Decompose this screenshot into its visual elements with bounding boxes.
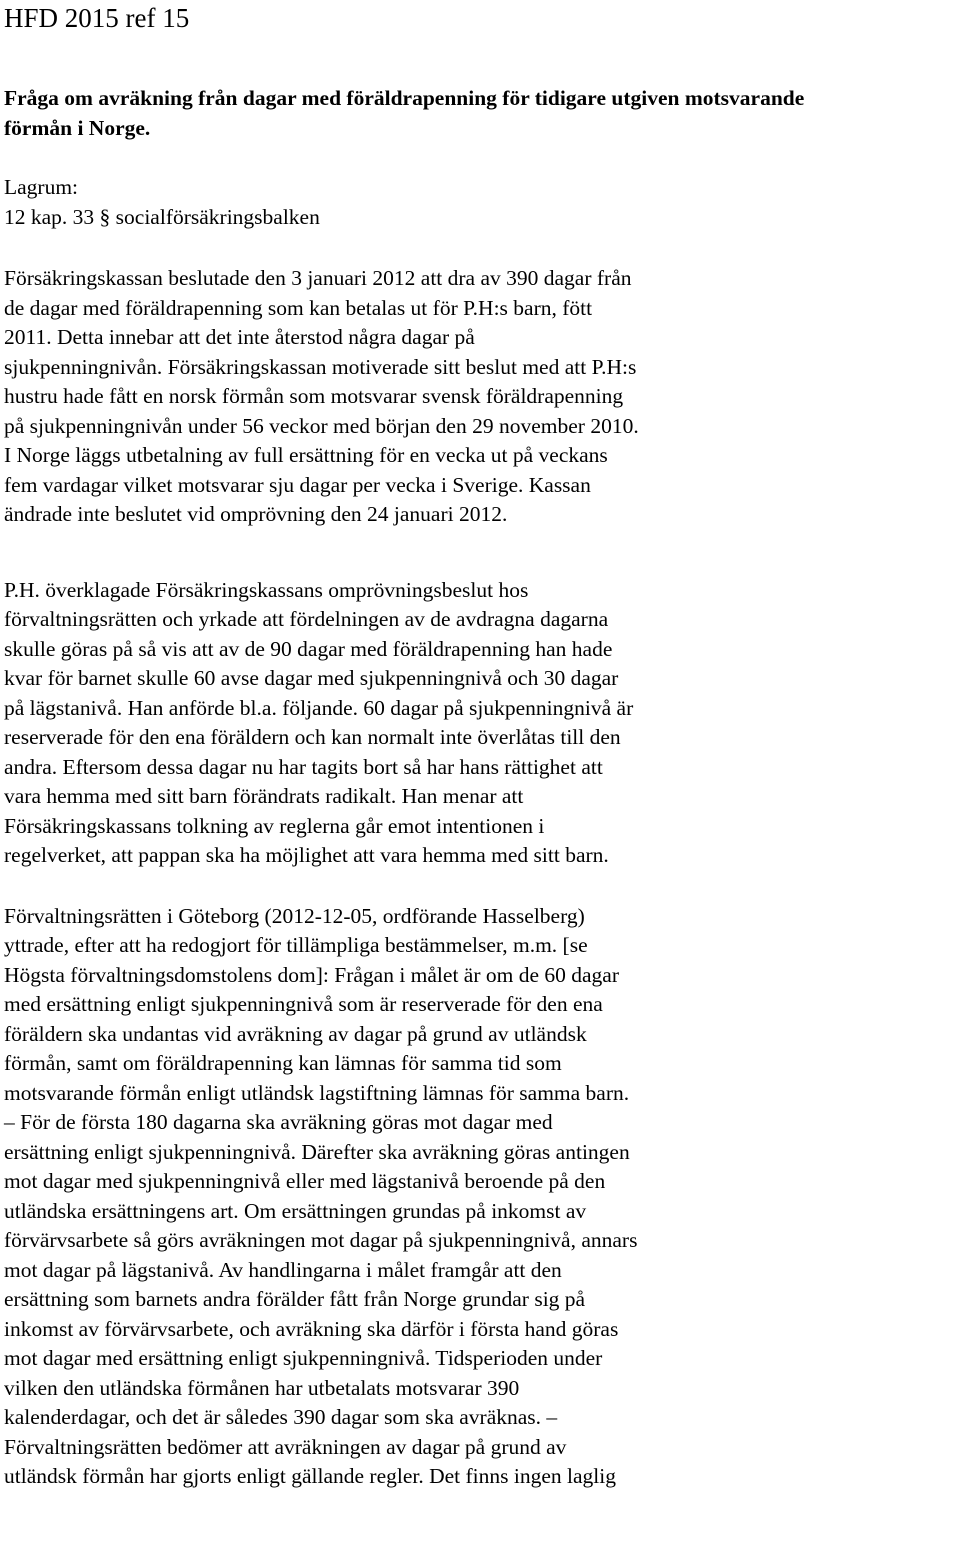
text-line: utländska ersättningens art. Om ersättningen grundas på inkomst av <box>4 1198 587 1223</box>
text-line: vilken den utländska förmånen har utbetalats motsvarar 390 <box>4 1375 520 1400</box>
text-line: kvar för barnet skulle 60 avse dagar med sjukpenningnivå och 30 dagar <box>4 666 619 690</box>
question-line: förmån i Norge. <box>4 115 151 140</box>
text-line: föräldern ska undantas vid avräkning av dagar på grund av utländsk <box>4 1021 587 1046</box>
text-line: förvaltningsrätten och yrkade att fördelningen av de avdragna dagarna <box>4 607 609 631</box>
paragraph-court-statement <box>4 902 954 1492</box>
text-line: på lägstanivå. Han anförde bl.a. följande. 60 dagar på sjukpenningnivå är <box>4 695 634 720</box>
text-line: utländsk förmån har gjorts enligt gällande regler. Det finns ingen laglig <box>4 1464 616 1488</box>
text-line: mot dagar med sjukpenningnivå eller med lägstanivå beroende på den <box>4 1169 606 1193</box>
text-line: – För de första 180 dagarna ska avräkning göras mot dagar med <box>4 1110 553 1134</box>
text-line: de dagar med föräldrapenning som kan betalas ut för P.H:s barn, fött <box>4 295 593 320</box>
text-line: hustru hade fått en norsk förmån som motsvarar svensk föräldrapenning <box>4 384 624 408</box>
text-line: reserverade för den ena föräldern och kan normalt inte överlåtas till den <box>4 725 621 749</box>
text-line: Högsta förvaltningsdomstolens dom]: Frågan i målet är om de 60 dagar <box>4 962 620 987</box>
document-page <box>4 0 954 1492</box>
text-line: mot dagar med ersättning enligt sjukpenningnivå. Tidsperioden under <box>4 1346 603 1370</box>
text-line: vara hemma med sitt barn förändrats radikalt. Han menar att <box>4 784 524 808</box>
text-line: inkomst av förvärvsarbete, och avräkning ska därför i första hand göras <box>4 1316 619 1341</box>
text-line: mot dagar på lägstanivå. Av handlingarna i målet framgår att den <box>4 1257 562 1282</box>
text-line: fem vardagar vilket motsvarar sju dagar per vecka i Sverige. Kassan <box>4 472 591 497</box>
lagrum-section <box>4 173 954 232</box>
question-line: Fråga om avräkning från dagar med föräldrapenning för tidigare utgiven motsvarande <box>4 86 805 110</box>
text-line: på sjukpenningnivån under 56 veckor med början den 29 november 2010. <box>4 413 639 438</box>
text-line: yttrade, efter att ha redogjort för tillämpliga bestämmelser, m.m. [se <box>4 933 588 957</box>
text-line: 2011. Detta innebar att det inte återstod några dagar på <box>4 325 475 349</box>
document-title: HFD 2015 ref 15 <box>4 3 190 33</box>
text-line: ersättning enligt sjukpenningnivå. Därefter ska avräkning göras antingen <box>4 1139 630 1164</box>
text-line: förvärvsarbete så görs avräkningen mot dagar på sjukpenningnivå, annars <box>4 1228 638 1252</box>
text-line: Försäkringskassans tolkning av reglerna går emot intentionen i <box>4 813 545 838</box>
text-line: Förvaltningsrätten bedömer att avräkningen av dagar på grund av <box>4 1434 567 1459</box>
text-line: I Norge läggs utbetalning av full ersättning för en vecka ut på veckans <box>4 443 608 467</box>
text-line: med ersättning enligt sjukpenningnivå som är reserverade för den ena <box>4 992 603 1016</box>
text-line: sjukpenningnivån. Försäkringskassan motiverade sitt beslut med att P.H:s <box>4 354 637 379</box>
text-line: P.H. överklagade Försäkringskassans omprövningsbeslut hos <box>4 577 529 602</box>
lagrum-label: Lagrum: <box>4 175 79 199</box>
case-question <box>4 84 954 143</box>
text-line: förmån, samt om föräldrapenning kan lämnas för samma tid som <box>4 1051 562 1075</box>
lagrum-value: 12 kap. 33 § socialförsäkringsbalken <box>4 204 320 229</box>
text-line: Försäkringskassan beslutade den 3 januari 2012 att dra av 390 dagar från <box>4 266 632 290</box>
text-line: Förvaltningsrätten i Göteborg (2012-12-05, ordförande Hasselberg) <box>4 903 585 928</box>
text-line: ersättning som barnets andra förälder fått från Norge grundar sig på <box>4 1287 586 1311</box>
text-line: motsvarande förmån enligt utländsk lagstiftning lämnas för samma barn. <box>4 1080 630 1105</box>
text-line: andra. Eftersom dessa dagar nu har tagits bort så har hans rättighet att <box>4 754 603 779</box>
paragraph-appeal <box>4 576 954 871</box>
text-line: skulle göras på så vis att av de 90 dagar med föräldrapenning han hade <box>4 636 613 661</box>
paragraph-decision <box>4 264 954 530</box>
text-line: regelverket, att pappan ska ha möjlighet att vara hemma med sitt barn. <box>4 843 609 867</box>
text-line: kalenderdagar, och det är således 390 dagar som ska avräknas. – <box>4 1405 558 1429</box>
text-line: ändrade inte beslutet vid omprövning den 24 januari 2012. <box>4 502 508 526</box>
